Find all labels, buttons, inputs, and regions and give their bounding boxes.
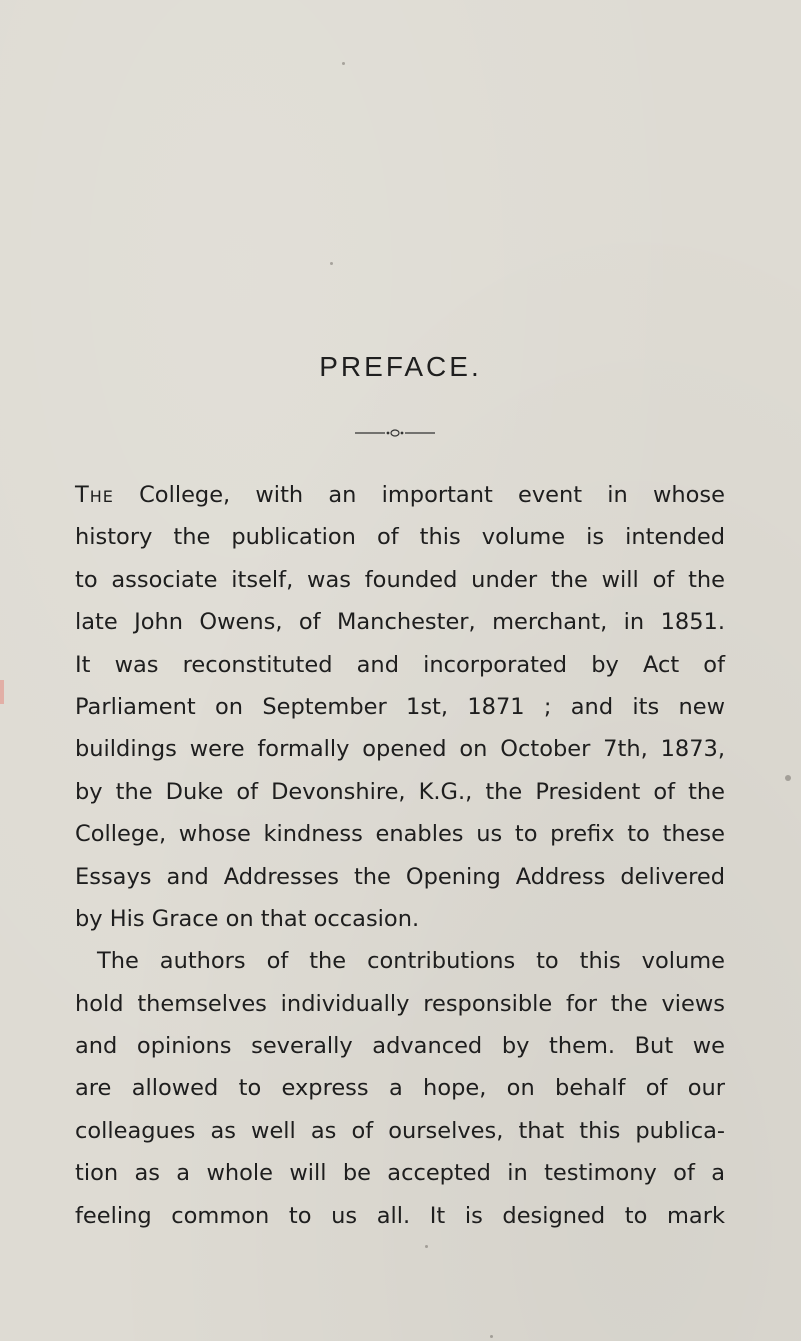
- paper-speck: [342, 62, 345, 65]
- paper-speck: [490, 1335, 493, 1338]
- paper-speck: [785, 775, 791, 781]
- preface-text: [75, 474, 725, 1237]
- text-line: The College, with an important event in whose: [75, 482, 725, 508]
- ornament-divider: [355, 428, 435, 438]
- paper-speck: [425, 1245, 428, 1248]
- text-line: It was reconstituted and incorporated by Act of: [75, 651, 725, 678]
- text-line: feeling common to us all. It is designed to mark: [75, 1202, 725, 1229]
- text-line: College, whose kindness enables us to prefix to these: [75, 821, 725, 848]
- text-line: The authors of the contributions to this volume: [97, 948, 725, 975]
- page-title: PREFACE.: [319, 351, 482, 382]
- text-line: late John Owens, of Manchester, merchant, in 1851.: [75, 609, 725, 636]
- lead-word: The: [75, 482, 114, 508]
- text-line: by His Grace on that occasion.: [75, 905, 420, 932]
- text-line: are allowed to express a hope, on behalf of our: [75, 1075, 725, 1102]
- text-line: history the publication of this volume is intended: [75, 524, 725, 551]
- text-line: by the Duke of Devonshire, K.G., the President of the: [75, 778, 725, 805]
- text-line: buildings were formally opened on October 7th, 1873,: [75, 736, 725, 763]
- text-line: tion as a whole will be accepted in testimony of a: [75, 1160, 725, 1187]
- text-line: to associate itself, was founded under the will of the: [75, 566, 725, 593]
- text-line: Parliament on September 1st, 1871 ; and its new: [75, 693, 725, 720]
- text-line: hold themselves individually responsible for the views: [75, 990, 725, 1017]
- page-edge-mark: [0, 680, 4, 704]
- text-line: Essays and Addresses the Opening Address delivered: [75, 863, 725, 890]
- text-line: colleagues as well as of ourselves, that this publica-: [75, 1117, 725, 1144]
- text-line: and opinions severally advanced by them. But we: [75, 1033, 725, 1060]
- paper-speck: [330, 262, 333, 265]
